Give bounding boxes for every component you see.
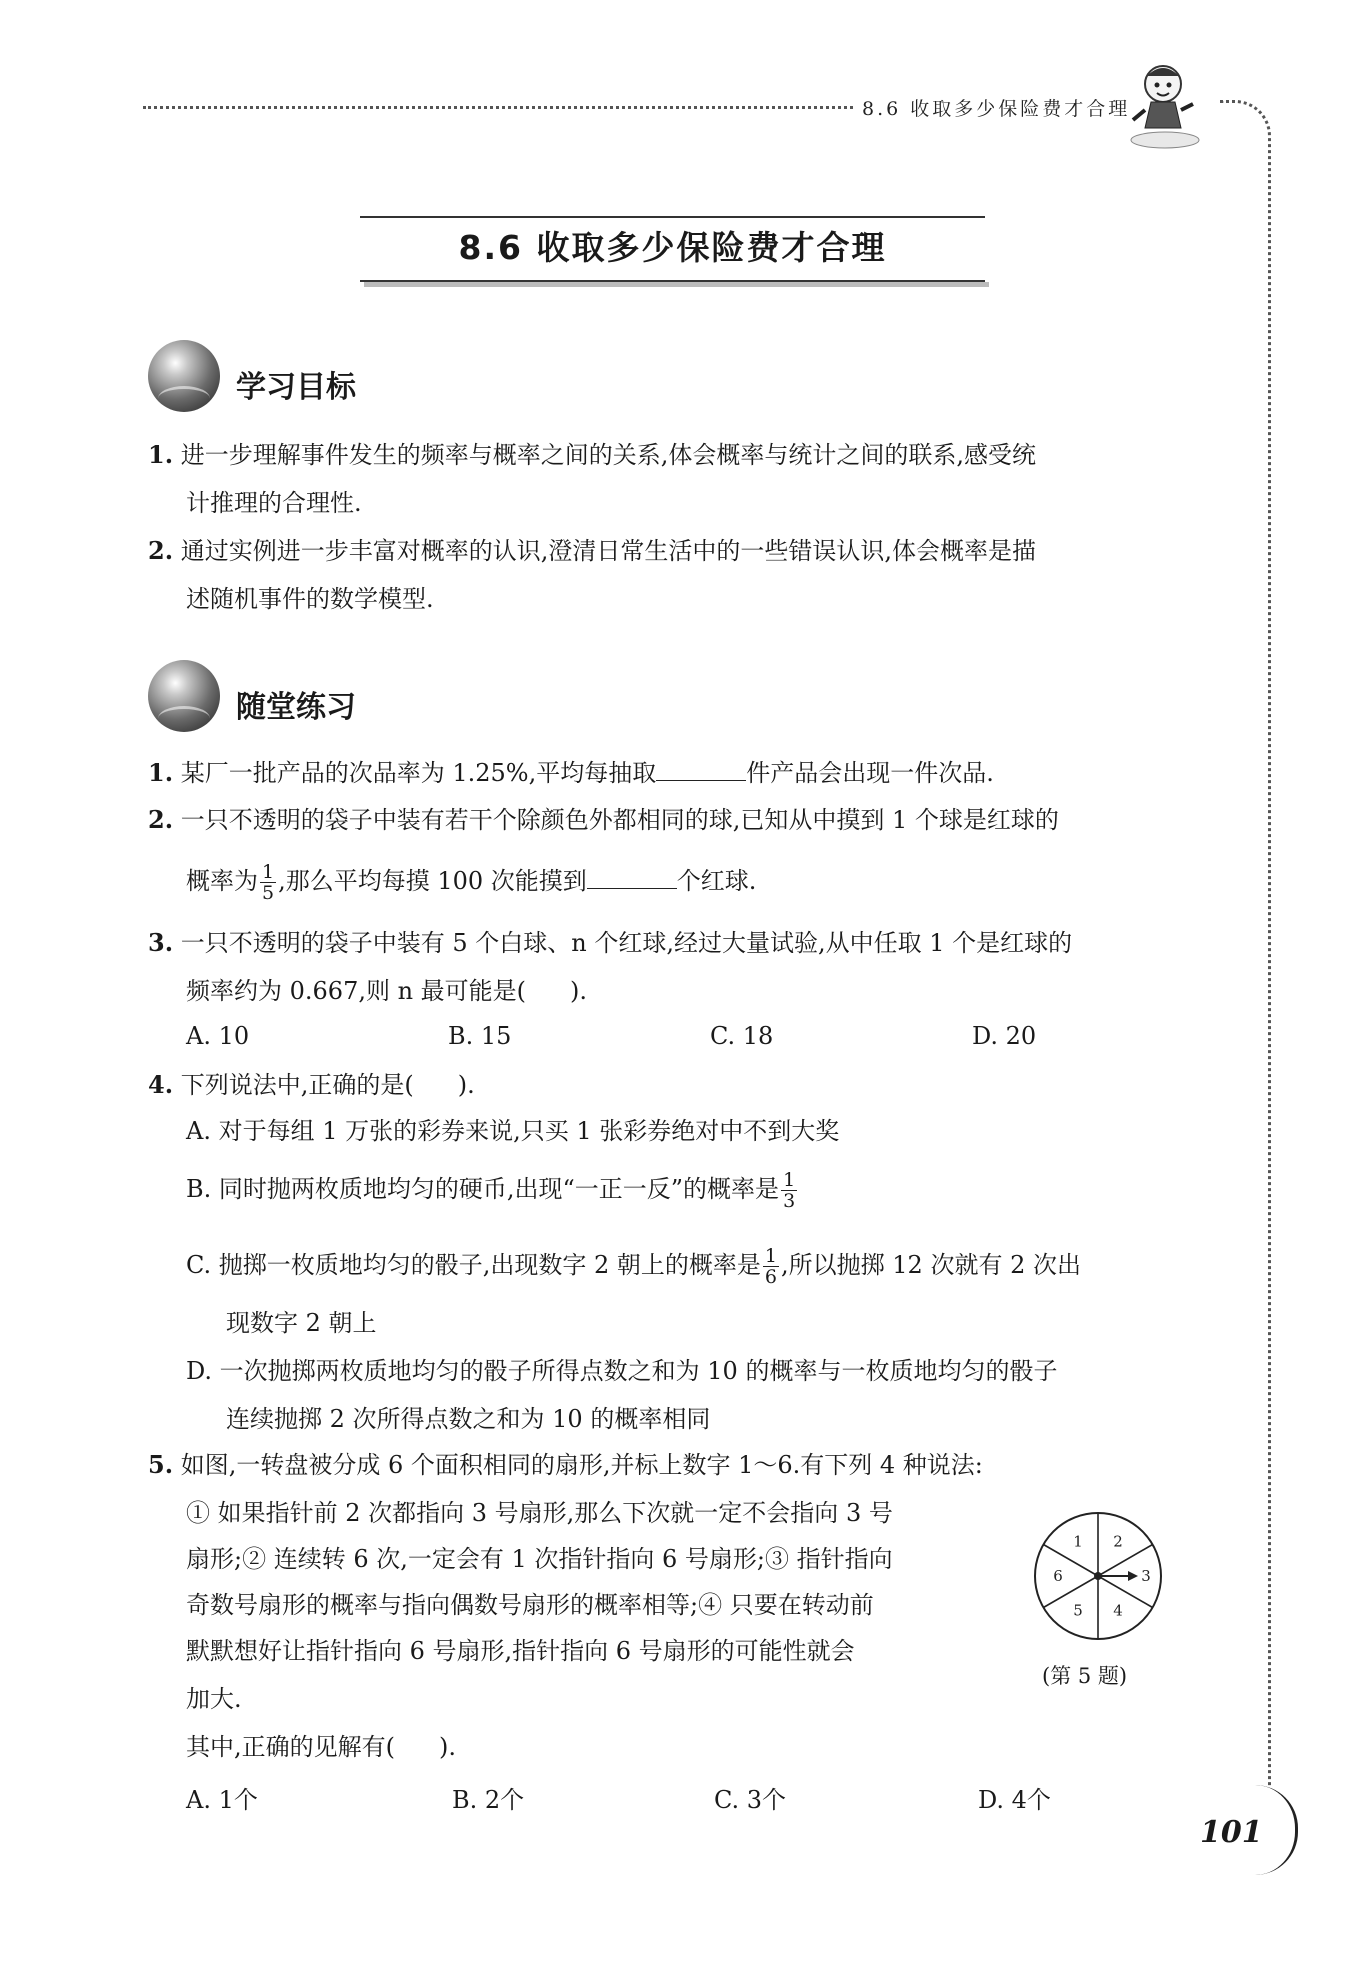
question-text: 概率为	[186, 867, 258, 895]
question-number: 4.	[148, 1070, 174, 1099]
question-4	[148, 1070, 475, 1100]
fraction-denominator: 3	[783, 1190, 796, 1212]
sector-label: 1	[1073, 1532, 1083, 1551]
q3-option-d[interactable]: D. 20	[972, 1022, 1037, 1050]
question-5-line: 扇形;② 连续转 6 次,一定会有 1 次指针指向 6 号扇形;③ 指针指向	[186, 1545, 893, 1573]
option-text: ,所以抛掷 12 次就有 2 次出	[781, 1251, 1081, 1279]
figure-caption: (第 5 题)	[1042, 1664, 1128, 1688]
question-3	[148, 928, 1072, 958]
fraction-denominator: 5	[262, 882, 275, 904]
fraction	[260, 862, 276, 903]
section-title-practice: 随堂练习	[236, 690, 356, 725]
cartoon-mascot-icon	[1125, 58, 1207, 150]
page-title: 8.6 收取多少保险费才合理	[458, 228, 887, 267]
answer-blank[interactable]	[587, 868, 677, 889]
sector-label: 5	[1073, 1601, 1083, 1620]
q5-option-b[interactable]: B. 2个	[452, 1786, 525, 1814]
objective-2	[148, 536, 1036, 566]
question-2	[148, 805, 1059, 835]
question-2-cont	[186, 862, 756, 903]
question-5-prompt	[186, 1732, 456, 1762]
question-text: 如图,一转盘被分成 6 个面积相同的扇形,并标上数字 1～6.有下列 4 种说法:	[180, 1451, 983, 1479]
fraction-numerator: 1	[764, 1245, 778, 1267]
question-text: 一只不透明的袋子中装有 5 个白球、n 个红球,经过大量试验,从中任取 1 个是红球的	[180, 929, 1073, 957]
answer-blank[interactable]	[656, 760, 746, 781]
question-5-line: ① 如果指针前 2 次都指向 3 号扇形,那么下次就一定不会指向 3 号	[186, 1499, 893, 1527]
q3-option-c[interactable]: C. 18	[710, 1022, 774, 1050]
question-text: 其中,正确的见解有(	[186, 1733, 395, 1761]
q4-option-c-cont: 现数字 2 朝上	[226, 1309, 377, 1337]
q4-option-d[interactable]: D. 一次抛掷两枚质地均匀的骰子所得点数之和为 10 的概率与一枚质地均匀的骰子	[186, 1357, 1058, 1385]
fraction	[763, 1246, 779, 1287]
question-1	[148, 758, 994, 788]
running-header: 8.6 收取多少保险费才合理	[862, 98, 1131, 120]
sector-divider	[1043, 1545, 1098, 1577]
question-text: 频率约为 0.667,则 n 最可能是(	[186, 977, 527, 1005]
fraction	[781, 1170, 797, 1211]
sector-label: 6	[1053, 1567, 1063, 1585]
fraction-numerator: 1	[783, 1169, 796, 1191]
pointer-arrow-icon	[1128, 1571, 1138, 1581]
question-5	[148, 1450, 983, 1480]
spinner-hub	[1094, 1572, 1102, 1580]
q4-option-d-cont: 连续抛掷 2 次所得点数之和为 10 的概率相同	[226, 1405, 711, 1433]
fraction-denominator: 6	[764, 1266, 778, 1288]
question-5-line: 奇数号扇形的概率与指向偶数号扇形的概率相等;④ 只要在转动前	[186, 1591, 874, 1619]
option-text: C. 抛掷一枚质地均匀的骰子,出现数字 2 朝上的概率是	[186, 1251, 761, 1279]
fraction-numerator: 1	[262, 861, 275, 883]
objective-text: 通过实例进一步丰富对概率的认识,澄清日常生活中的一些错误认识,体会概率是描	[180, 537, 1036, 565]
section-globe-icon	[148, 340, 220, 412]
option-text: B. 同时抛两枚质地均匀的硬币,出现“一正一反”的概率是	[186, 1175, 780, 1203]
objective-1-cont: 计推理的合理性.	[186, 489, 362, 517]
objective-number: 2.	[148, 536, 174, 565]
q3-option-a[interactable]: A. 10	[186, 1022, 250, 1050]
question-5-line: 默默想好让指针指向 6 号扇形,指针指向 6 号扇形的可能性就会	[186, 1637, 855, 1665]
page-number: 101	[1200, 1815, 1263, 1850]
q4-option-c[interactable]	[186, 1246, 1081, 1287]
question-number: 2.	[148, 805, 174, 834]
sector-label: 3	[1141, 1567, 1151, 1585]
question-text: 一只不透明的袋子中装有若干个除颜色外都相同的球,已知从中摸到 1 个球是红球的	[180, 806, 1059, 834]
section-title-objectives: 学习目标	[236, 370, 356, 405]
question-5-line: 加大.	[186, 1685, 242, 1713]
question-number: 3.	[148, 928, 174, 957]
header-dotted-rule	[143, 106, 853, 109]
objective-1	[148, 440, 1036, 470]
sector-label: 4	[1113, 1601, 1123, 1620]
q3-option-b[interactable]: B. 15	[448, 1022, 512, 1050]
question-number: 1.	[148, 758, 174, 787]
question-text: ).	[570, 977, 588, 1005]
objective-number: 1.	[148, 440, 174, 469]
question-text: ).	[439, 1733, 456, 1761]
spinner-diagram	[1030, 1508, 1166, 1644]
question-text: 个红球.	[676, 867, 757, 895]
section-globe-icon	[148, 660, 220, 732]
q5-option-d[interactable]: D. 4个	[978, 1786, 1051, 1814]
page-border	[1220, 100, 1271, 1833]
question-text: 某厂一批产品的次品率为 1.25%,平均每抽取	[180, 759, 657, 787]
q4-option-a[interactable]: A. 对于每组 1 万张的彩券来说,只买 1 张彩券绝对中不到大奖	[186, 1117, 840, 1145]
question-text: 下列说法中,正确的是(	[180, 1071, 414, 1099]
question-text: ,那么平均每摸 100 次能摸到	[278, 867, 587, 895]
question-number: 5.	[148, 1450, 174, 1479]
sector-divider	[1043, 1576, 1098, 1608]
objective-2-cont: 述随机事件的数学模型.	[186, 585, 434, 613]
question-3-cont	[186, 976, 587, 1006]
q5-option-a[interactable]: A. 1个	[186, 1786, 258, 1814]
q4-option-b[interactable]	[186, 1170, 799, 1211]
sector-label: 2	[1113, 1532, 1123, 1551]
objective-text: 进一步理解事件发生的频率与概率之间的关系,体会概率与统计之间的联系,感受统	[180, 441, 1036, 469]
question-text: ).	[457, 1071, 475, 1099]
question-text: 件产品会出现一件次品.	[746, 759, 994, 787]
q5-option-c[interactable]: C. 3个	[714, 1786, 787, 1814]
